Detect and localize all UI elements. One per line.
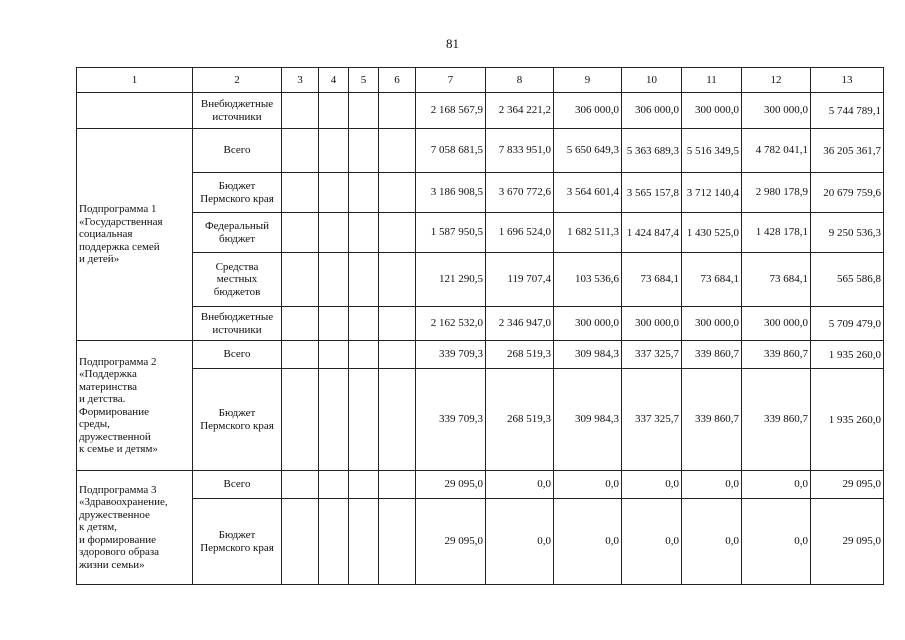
value-cell: 0,0 (622, 471, 682, 499)
value-cell: 2 346 947,0 (486, 307, 554, 341)
value-cell: 300 000,0 (682, 93, 742, 129)
program-name-cell (77, 471, 193, 585)
value-cell: 4 782 041,1 (742, 129, 811, 173)
funding-source-cell (193, 93, 282, 129)
program-name-line: жизни семьи» (79, 558, 145, 571)
column-header: 7 (416, 68, 486, 93)
program-name-line: здорового образа (79, 546, 160, 559)
funding-source-cell (193, 129, 282, 173)
value-cell: 339 860,7 (682, 369, 742, 471)
value-cell: 300 000,0 (742, 93, 811, 129)
table-body (77, 68, 884, 585)
table-row (77, 369, 884, 471)
value-cell: 1 696 524,0 (486, 213, 554, 253)
value-cell: 300 000,0 (682, 307, 742, 341)
value-cell: 0,0 (554, 471, 622, 499)
table-row (77, 307, 884, 341)
value-cell: 306 000,0 (622, 93, 682, 129)
funding-source-line: Федеральный (204, 220, 270, 232)
value-cell: 1 587 950,5 (416, 213, 486, 253)
empty-cell (379, 499, 416, 585)
value-cell: 5 709 479,0 (811, 307, 884, 341)
program-name-line: дружественной (79, 430, 151, 443)
funding-source-line: Бюджет (218, 180, 256, 192)
program-name-line: и детей» (79, 253, 120, 266)
value-cell: 0,0 (622, 499, 682, 585)
empty-cell (282, 129, 319, 173)
empty-cell (319, 93, 349, 129)
program-name-line: и формирование (79, 533, 157, 546)
funding-source-cell (193, 499, 282, 585)
value-cell: 300 000,0 (742, 307, 811, 341)
empty-cell (282, 341, 319, 369)
value-cell: 339 860,7 (682, 341, 742, 369)
value-cell: 0,0 (682, 471, 742, 499)
value-cell: 119 707,4 (486, 253, 554, 307)
value-cell: 0,0 (554, 499, 622, 585)
value-cell: 339 860,7 (742, 369, 811, 471)
program-name-line: дружественное (79, 508, 150, 521)
empty-cell (349, 213, 379, 253)
value-cell: 3 565 157,8 (622, 173, 682, 213)
column-header: 6 (379, 68, 416, 93)
empty-cell (319, 213, 349, 253)
column-header: 2 (193, 68, 282, 93)
value-cell: 2 980 178,9 (742, 173, 811, 213)
value-cell: 73 684,1 (742, 253, 811, 307)
funding-source-cell (193, 173, 282, 213)
program-name-line: «Поддержка (79, 368, 137, 380)
column-header: 4 (319, 68, 349, 93)
empty-cell (282, 93, 319, 129)
empty-cell (379, 253, 416, 307)
value-cell: 0,0 (742, 471, 811, 499)
empty-cell (319, 341, 349, 369)
value-cell: 0,0 (486, 499, 554, 585)
value-cell: 1 935 260,0 (811, 341, 884, 369)
program-name-line: материнства (79, 380, 138, 393)
empty-cell (379, 173, 416, 213)
empty-cell (379, 341, 416, 369)
empty-cell (282, 253, 319, 307)
value-cell: 300 000,0 (622, 307, 682, 341)
empty-cell (282, 471, 319, 499)
program-name-line: Формирование (79, 405, 149, 418)
value-cell: 339 709,3 (416, 369, 486, 471)
empty-cell (379, 213, 416, 253)
table-row (77, 499, 884, 585)
funding-source-line: Бюджет (218, 407, 256, 419)
funding-source-line: Всего (223, 348, 251, 361)
empty-cell (319, 129, 349, 173)
funding-source-cell (193, 369, 282, 471)
column-header: 12 (742, 68, 811, 93)
value-cell: 300 000,0 (554, 307, 622, 341)
funding-source-line: Всего (223, 144, 251, 157)
column-header: 10 (622, 68, 682, 93)
value-cell: 1 430 525,0 (682, 213, 742, 253)
value-cell: 309 984,3 (554, 369, 622, 471)
value-cell: 5 363 689,3 (622, 129, 682, 173)
value-cell: 0,0 (742, 499, 811, 585)
value-cell: 268 519,3 (486, 341, 554, 369)
value-cell: 103 536,6 (554, 253, 622, 307)
value-cell: 29 095,0 (416, 499, 486, 585)
table-row (77, 173, 884, 213)
funding-source-cell (193, 213, 282, 253)
program-name-line: к семье и детям» (79, 443, 158, 455)
value-cell: 5 650 649,3 (554, 129, 622, 173)
value-cell: 7 833 951,0 (486, 129, 554, 173)
empty-cell (319, 173, 349, 213)
program-name-line: «Государственная (79, 215, 163, 228)
empty-cell (319, 471, 349, 499)
empty-cell (349, 341, 379, 369)
empty-cell (282, 173, 319, 213)
funding-source-line: бюджет (219, 232, 255, 245)
value-cell: 5 516 349,5 (682, 129, 742, 173)
value-cell: 1 935 260,0 (811, 369, 884, 471)
value-cell: 73 684,1 (682, 253, 742, 307)
funding-source-line: Средства (215, 260, 259, 273)
value-cell: 3 670 772,6 (486, 173, 554, 213)
empty-cell (319, 499, 349, 585)
budget-table (76, 67, 884, 585)
program-name-cell (77, 93, 193, 129)
value-cell: 337 325,7 (622, 369, 682, 471)
program-name-line: Подпрограмма 1 (79, 203, 157, 216)
value-cell: 339 860,7 (742, 341, 811, 369)
funding-source-line: Пермского края (200, 419, 274, 432)
table-row (77, 471, 884, 499)
program-name-line: социальная (79, 228, 133, 241)
program-name-line: Подпрограмма 3 (79, 483, 157, 496)
table-row (77, 253, 884, 307)
funding-source-cell (193, 471, 282, 499)
table-row (77, 213, 884, 253)
value-cell: 3 564 601,4 (554, 173, 622, 213)
empty-cell (282, 307, 319, 341)
empty-cell (379, 471, 416, 499)
funding-source-line: Бюджет (218, 529, 256, 541)
table-row (77, 341, 884, 369)
empty-cell (349, 129, 379, 173)
empty-cell (349, 173, 379, 213)
table-row (77, 93, 884, 129)
value-cell: 2 162 532,0 (416, 307, 486, 341)
column-header: 5 (349, 68, 379, 93)
program-name-line: поддержка семей (79, 240, 160, 253)
empty-cell (379, 93, 416, 129)
empty-cell (349, 471, 379, 499)
funding-source-line: местных (216, 273, 258, 286)
value-cell: 339 709,3 (416, 341, 486, 369)
table-row (77, 129, 884, 173)
program-name-line: среды, (79, 418, 110, 430)
value-cell: 29 095,0 (811, 471, 884, 499)
value-cell: 0,0 (682, 499, 742, 585)
empty-cell (349, 253, 379, 307)
value-cell: 36 205 361,7 (811, 129, 884, 173)
value-cell: 3 712 140,4 (682, 173, 742, 213)
value-cell: 20 679 759,6 (811, 173, 884, 213)
empty-cell (379, 307, 416, 341)
value-cell: 29 095,0 (811, 499, 884, 585)
value-cell: 309 984,3 (554, 341, 622, 369)
value-cell: 7 058 681,5 (416, 129, 486, 173)
program-name-line: «Здравоохранение, (79, 496, 168, 509)
value-cell: 29 095,0 (416, 471, 486, 499)
program-name-line: и детства. (79, 393, 126, 405)
program-name-line: к детям, (79, 521, 118, 534)
header-row (77, 68, 884, 93)
empty-cell (349, 307, 379, 341)
funding-source-cell (193, 341, 282, 369)
column-header: 8 (486, 68, 554, 93)
value-cell: 121 290,5 (416, 253, 486, 307)
empty-cell (319, 369, 349, 471)
empty-cell (349, 499, 379, 585)
empty-cell (282, 499, 319, 585)
value-cell: 1 682 511,3 (554, 213, 622, 253)
value-cell: 1 424 847,4 (622, 213, 682, 253)
funding-source-line: источники (212, 323, 262, 336)
column-header: 11 (682, 68, 742, 93)
value-cell: 268 519,3 (486, 369, 554, 471)
funding-source-cell (193, 253, 282, 307)
empty-cell (349, 93, 379, 129)
value-cell: 2 364 221,2 (486, 93, 554, 129)
value-cell: 3 186 908,5 (416, 173, 486, 213)
column-header: 1 (77, 68, 193, 93)
empty-cell (282, 213, 319, 253)
empty-cell (379, 369, 416, 471)
column-header: 9 (554, 68, 622, 93)
funding-source-line: Внебюджетные (200, 98, 274, 110)
funding-source-line: Внебюджетные (200, 311, 274, 323)
funding-source-line: Всего (223, 478, 251, 491)
value-cell: 73 684,1 (622, 253, 682, 307)
value-cell: 2 168 567,9 (416, 93, 486, 129)
program-name-cell (77, 341, 193, 471)
program-name-line: Подпрограмма 2 (79, 355, 157, 368)
value-cell: 565 586,8 (811, 253, 884, 307)
empty-cell (319, 307, 349, 341)
value-cell: 0,0 (486, 471, 554, 499)
funding-source-line: бюджетов (213, 285, 261, 298)
value-cell: 1 428 178,1 (742, 213, 811, 253)
funding-source-line: Пермского края (200, 541, 274, 554)
funding-source-line: Пермского края (200, 192, 274, 205)
column-header: 13 (811, 68, 884, 93)
empty-cell (349, 369, 379, 471)
funding-source-cell (193, 307, 282, 341)
empty-cell (282, 369, 319, 471)
empty-cell (319, 253, 349, 307)
value-cell: 9 250 536,3 (811, 213, 884, 253)
empty-cell (379, 129, 416, 173)
value-cell: 5 744 789,1 (811, 93, 884, 129)
value-cell: 337 325,7 (622, 341, 682, 369)
value-cell: 306 000,0 (554, 93, 622, 129)
funding-source-line: источники (212, 110, 262, 123)
program-name-cell (77, 129, 193, 341)
page-number: 81 (446, 36, 459, 51)
column-header: 3 (282, 68, 319, 93)
